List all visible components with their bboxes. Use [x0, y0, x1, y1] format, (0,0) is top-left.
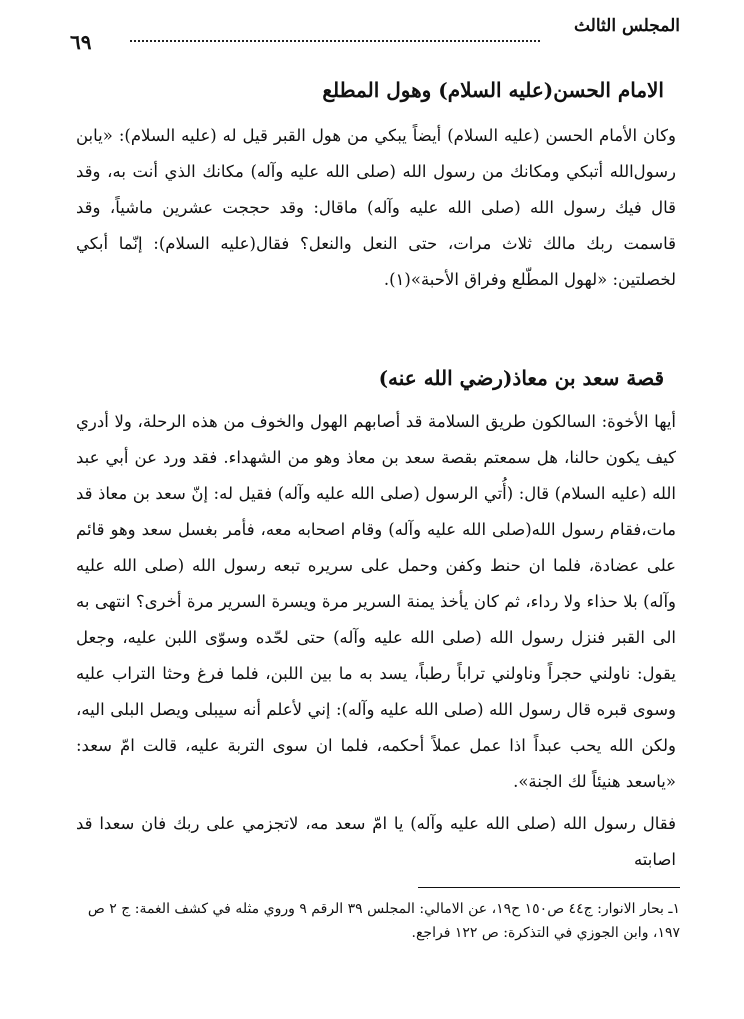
page-header [70, 12, 680, 52]
footnote-divider [418, 887, 680, 888]
paragraph: وكان الأمام الحسن (عليه السلام) أيضاً يبكي من هول القبر قيل له (عليه السلام): «يابن رسول‌الله أتبكي ومكانك من رسول الله (صلى الله عليه وآله) مكانك الذي أنت به، وقد قال فيك رسول الله (صلى الله عليه وآله) ماقال: وقد حججت عشرين ماشياً، وقد قاسمت ربك مالك ثلاث مرات، حتى النعل والنعل؟ فقال(عليه السلام): إنّما أبكي لخصلتين: «لهول المطّلع وفراق الأحبة»(١). [76, 126, 676, 289]
section-title-saad: قصة سعد بن معاذ(رضي الله عنه) [378, 366, 664, 390]
section-body-saad [76, 404, 676, 878]
header-dotted-line [130, 40, 540, 42]
section-body-hasan [76, 118, 676, 298]
paragraph: فقال رسول الله (صلى الله عليه وآله) يا امّ سعد مه، لاتجزمي على ربك فان سعدا قد اصابته [76, 814, 676, 869]
paragraph: أيها الأخوة: السالكون طريق السلامة قد أصابهم الهول والخوف من هذه الرحلة، ولا أدري كيف يكون حالنا، هل سمعتم بقصة سعد بن معاذ وهو من الشهداء. فقد ورد عن أبي عبد الله (عليه السلام) قال: (أُتي الرسول (صلى الله عليه وآله) فقيل له: إنّ سعد بن معاذ قد مات،فقام رسول الله(صلى الله عليه وآله) وقام اصحابه معه، فأمر بغسل سعد وهو قائم على عضادة، فلما ان حنط وكفن وحمل على سريره تبعه رسول الله (صلى الله عليه وآله) بلا حذاء ولا رداء، ثم كان يأخذ يمنة السرير مرة ويسرة السرير مرة أخرى؟ انتهى به الى القبر فنزل رسول الله (صلى الله عليه وآله) حتى لحّده وسوّى اللبن عليه، وجعل يقول: ناولني حجراً وناولني تراباً رطباً، يسد به ما بين اللبن، فلما فرغ وحثا التراب عليه وسوى قبره قال رسول الله (صلى الله عليه وآله): إني لأعلم أنه سيبلى ويصل البلى اليه، ولكن الله يحب عبداً اذا عمل عملاً أحكمه، فلما ان سوى التربة عليه، قالت امّ سعد: «ياسعد هنيئاً لك الجنة». [76, 412, 676, 791]
page-number: ٦٩ [70, 30, 92, 54]
chapter-title: المجلس الثالث [573, 16, 680, 36]
footnote: ١ـ بحار الانوار: ج٤٤ ص١٥٠ ح١٩، عن الامالي: المجلس ٣٩ الرقم ٩ وروي مثله في كشف الغمة: ج ٢ ص ١٩٧، وابن الجوزي في التذكرة: ص ١٢٢ فراجع. [87, 901, 680, 941]
section-title-hasan: الامام الحسن(عليه السلام) وهول المطلع [322, 78, 664, 102]
